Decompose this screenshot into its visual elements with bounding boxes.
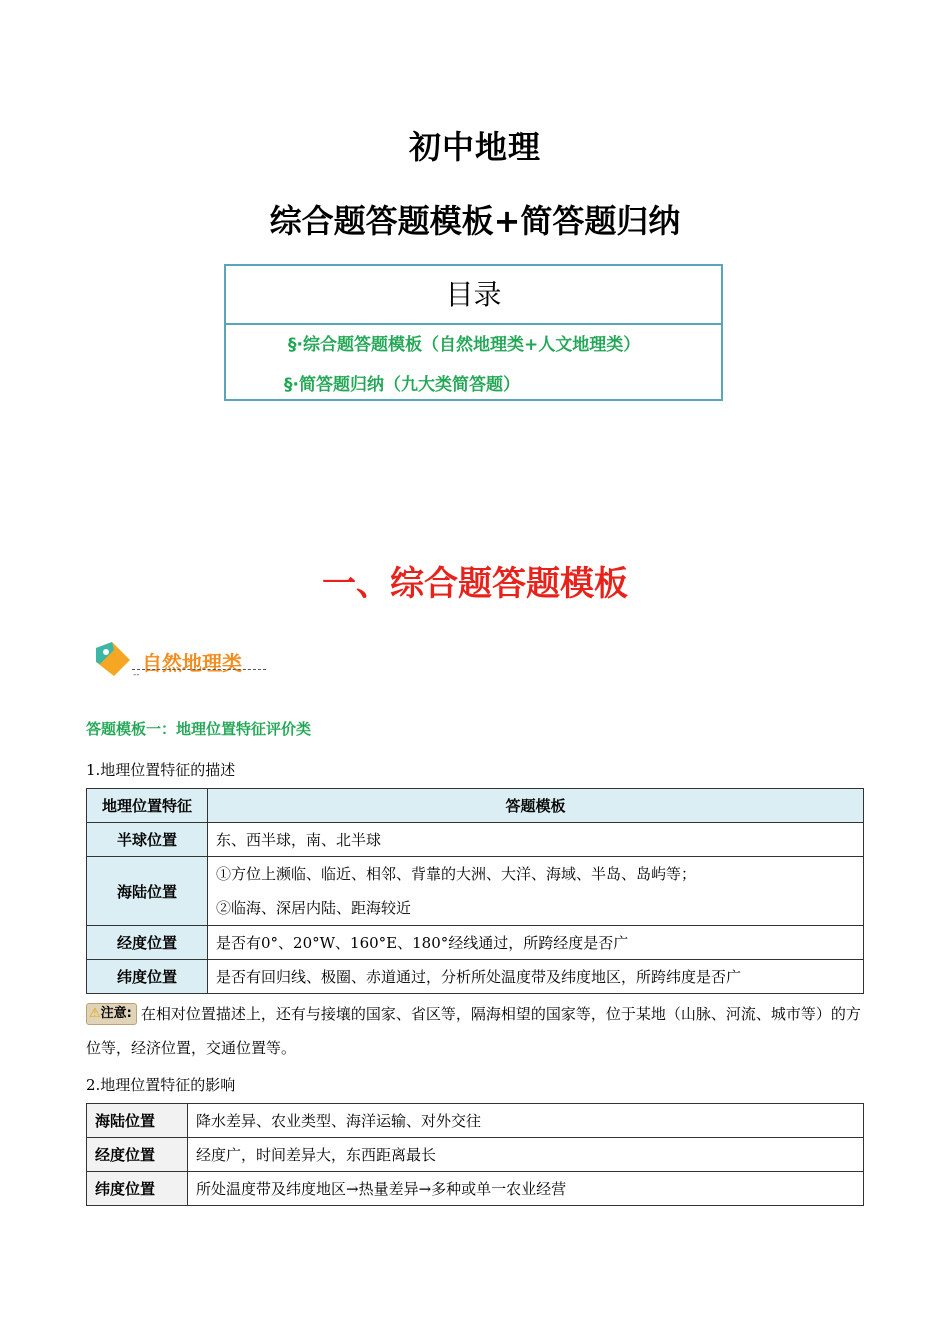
row-content: 经度广，时间差异大，东西距离最长: [188, 1138, 864, 1172]
tag-icon: [92, 638, 134, 680]
note-text: 在相对位置描述上，还有与接壤的国家、省区等，隔海相望的国家等，位于某地（山脉、河流、城市等）的方位等，经济位置，交通位置等。: [86, 1005, 861, 1057]
category-tag-underline: [132, 669, 266, 670]
row-label: 纬度位置: [87, 960, 208, 994]
row-content: 所处温度带及纬度地区→热量差异→多种或单一农业经营: [188, 1172, 864, 1206]
table-header-row: [87, 789, 864, 823]
warning-icon: ⚠: [89, 1006, 101, 1021]
row-content-line: ①方位上濒临、临近、相邻、背靠的大洲、大洋、海域、半岛、岛屿等；: [216, 865, 697, 883]
table-header-cell: 答题模板: [208, 789, 864, 823]
document-subtitle: 综合题答题模板+简答题归纳: [269, 202, 681, 240]
category-tag-mini: --: [133, 670, 140, 680]
template-title: 答题模板一：地理位置特征评价类: [86, 720, 312, 738]
row-content: 是否有回归线、极圈、赤道通过，分析所处温度带及纬度地区，所跨纬度是否广: [208, 960, 864, 994]
subheading-influence: 2.地理位置特征的影响: [86, 1076, 236, 1094]
location-description-table: [86, 788, 864, 994]
row-label: 纬度位置: [87, 1172, 188, 1206]
row-content: 降水差异、农业类型、海洋运输、对外交往: [188, 1104, 864, 1138]
toc-item-comprehensive[interactable]: §·综合题答题模板（自然地理类+人文地理类）: [288, 335, 641, 355]
subheading-description: 1.地理位置特征的描述: [86, 761, 236, 779]
row-label: 经度位置: [87, 1138, 188, 1172]
row-label: 海陆位置: [87, 1104, 188, 1138]
table-of-contents: [224, 264, 723, 401]
category-tag-label: 自然地理类: [142, 651, 242, 675]
row-content: 是否有0°、20°W、160°E、180°经线通过，所跨经度是否广: [208, 926, 864, 960]
note-paragraph: [86, 997, 866, 1065]
table-header-cell: 地理位置特征: [87, 789, 208, 823]
toc-item-short-answer[interactable]: §·简答题归纳（九大类简答题）: [284, 375, 520, 395]
row-content: [208, 857, 864, 926]
section-title: 一、综合题答题模板: [322, 564, 628, 604]
row-label: 经度位置: [87, 926, 208, 960]
table-row: [87, 960, 864, 994]
table-row: [87, 857, 864, 926]
table-row: [87, 926, 864, 960]
row-content: 东、西半球，南、北半球: [208, 823, 864, 857]
row-content-line: ②临海、深居内陆、距海较近: [216, 899, 412, 917]
row-label: 海陆位置: [87, 857, 208, 926]
row-label: 半球位置: [87, 823, 208, 857]
table-row: [87, 1172, 864, 1206]
table-row: [87, 1104, 864, 1138]
toc-heading: 目录: [226, 266, 721, 325]
note-badge: [86, 1003, 137, 1025]
table-row: [87, 823, 864, 857]
note-badge-label: 注意:: [100, 1006, 132, 1021]
location-influence-table: [86, 1103, 864, 1206]
document-title: 初中地理: [408, 128, 541, 166]
table-row: [87, 1138, 864, 1172]
